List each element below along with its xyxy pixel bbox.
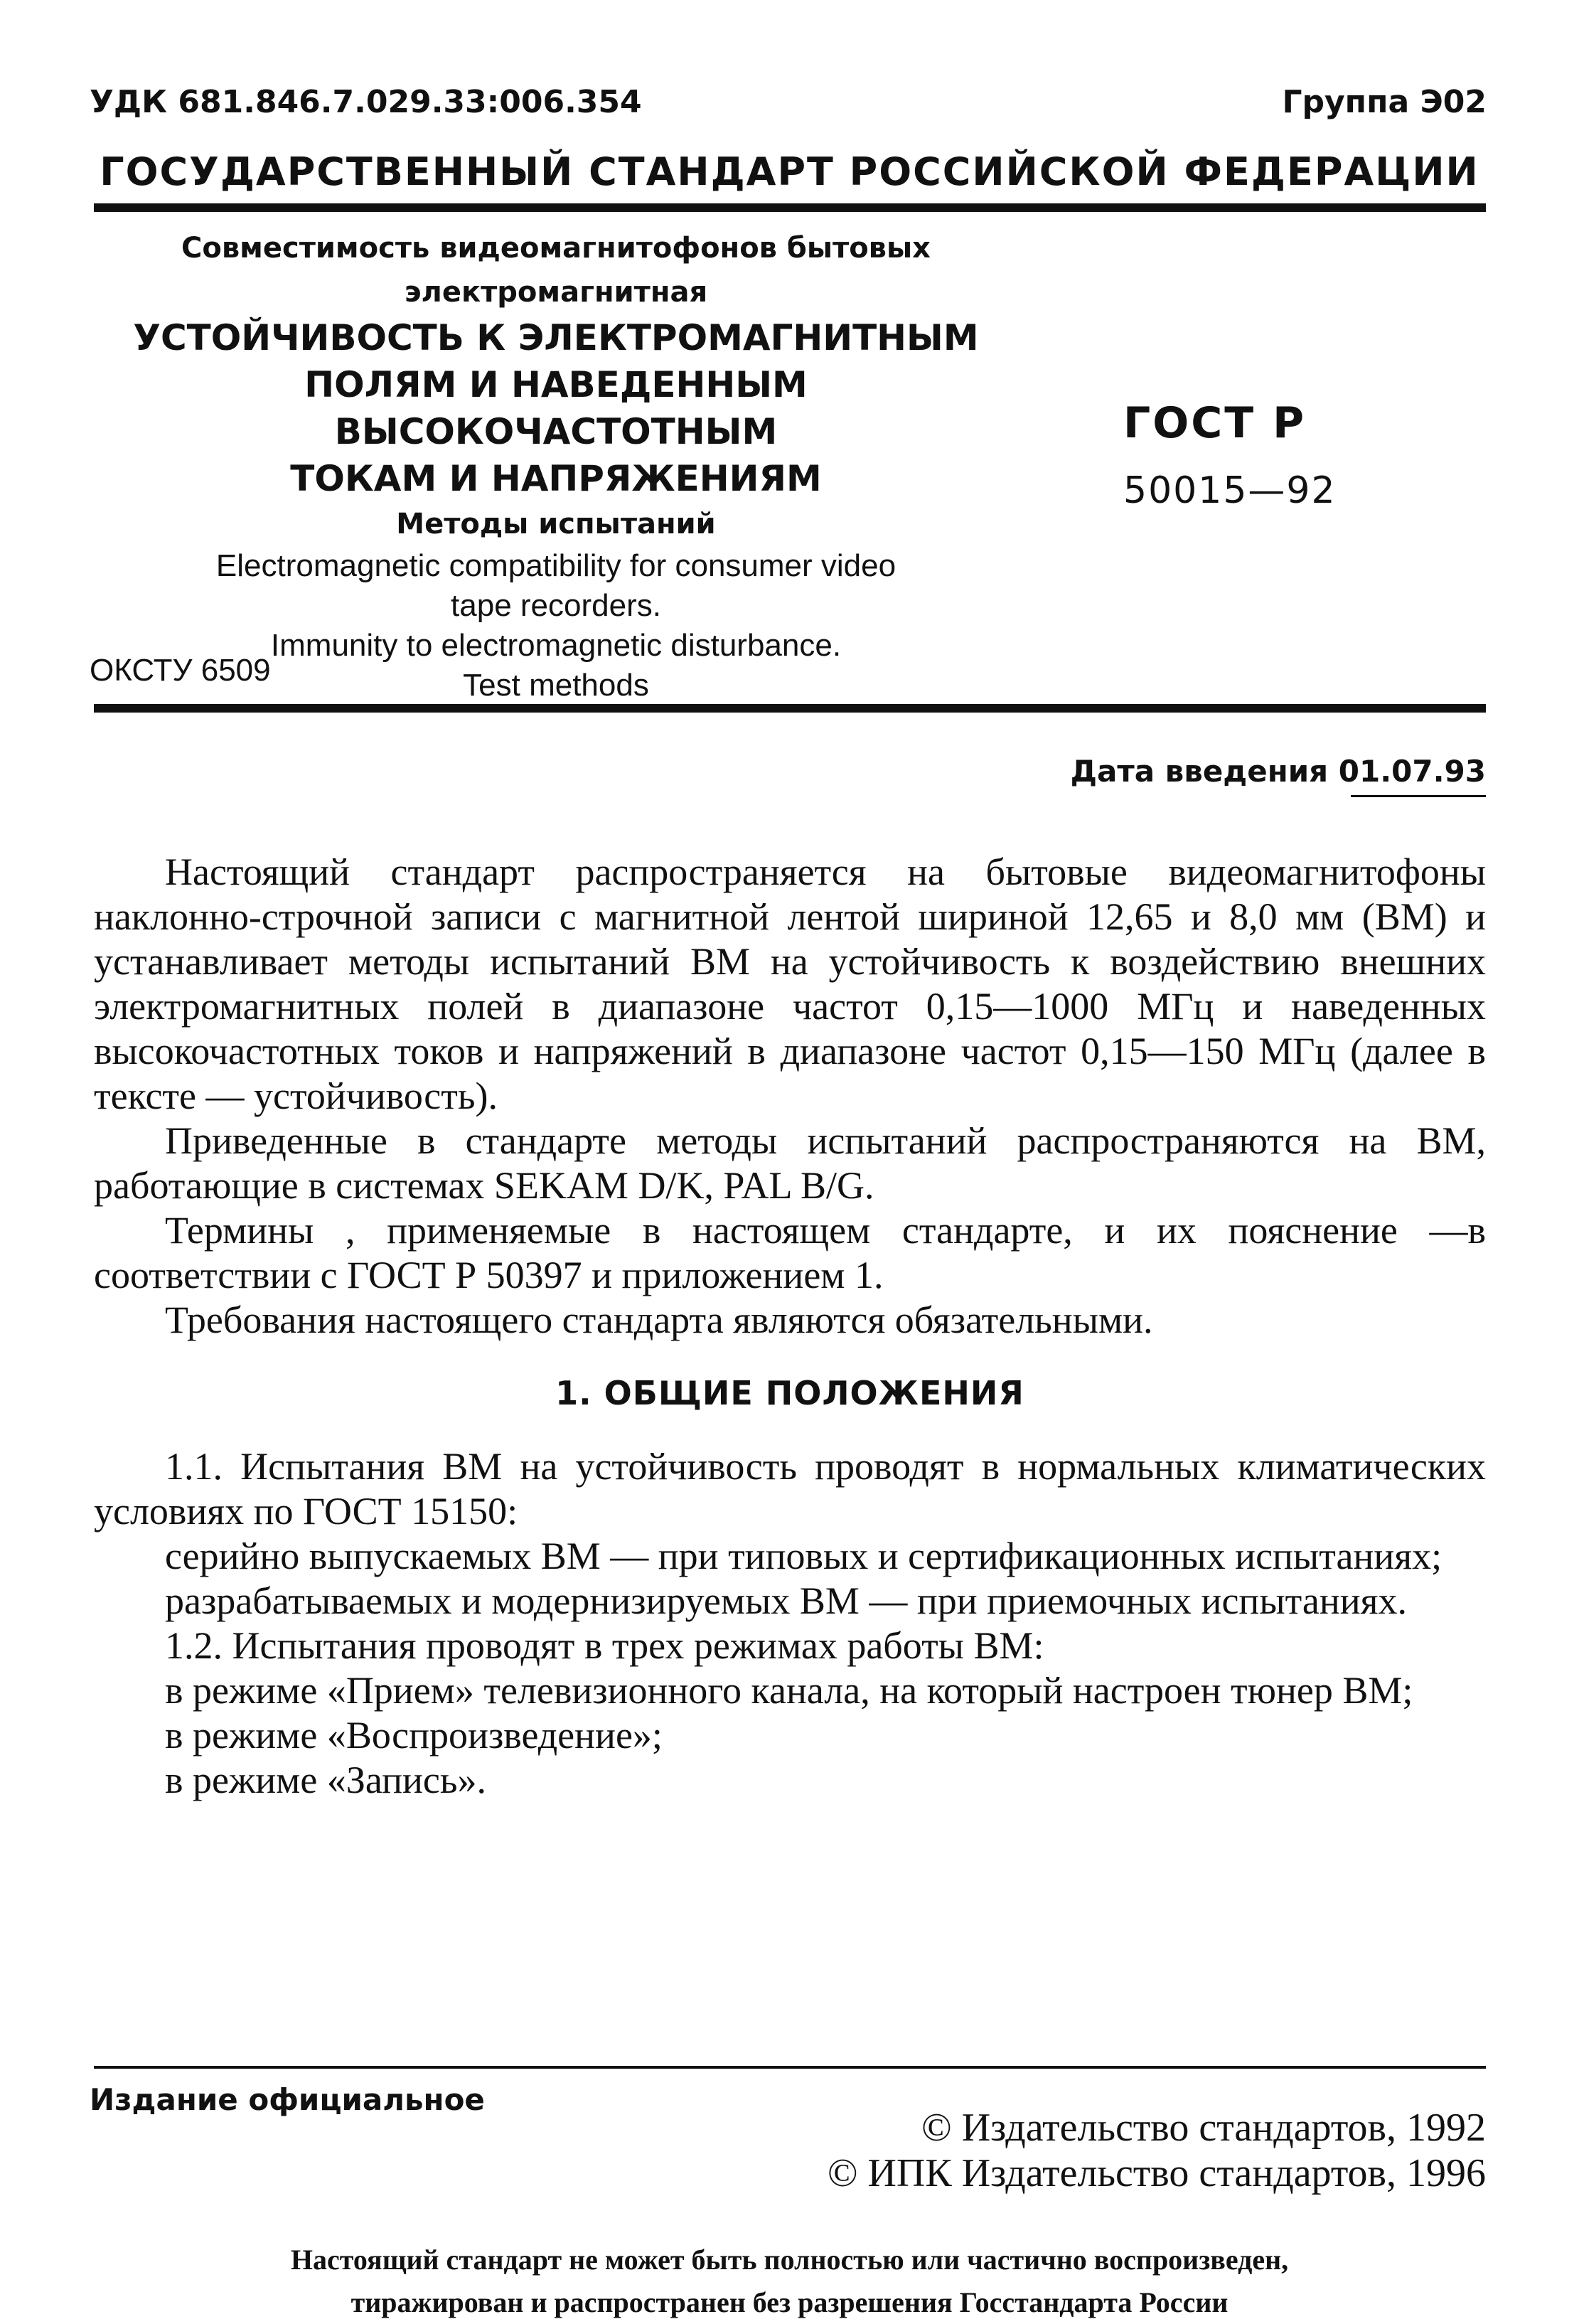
paragraph-1-2: 1.2. Испытания проводят в трех режимах работы ВМ: — [165, 1624, 1044, 1667]
title-methods: Методы испытаний — [396, 508, 716, 540]
copyright-1996: © ИПК Издательство стандартов, 1996 — [827, 2151, 1486, 2195]
copyright-block — [828, 2105, 1486, 2196]
gost-number: 50015—92 — [1123, 469, 1337, 512]
title-en-line2: tape recorders. — [451, 588, 661, 623]
title-main-line2: ПОЛЯМ И НАВЕДЕННЫМ ВЫСОКОЧАСТОТНЫМ — [304, 364, 808, 452]
title-en-line4: Test methods — [463, 668, 649, 703]
section-title: 1. ОБЩИЕ ПОЛОЖЕНИЯ — [555, 1374, 1024, 1412]
title-main-line1: УСТОЙЧИВОСТЬ К ЭЛЕКТРОМАГНИТНЫМ — [133, 317, 979, 358]
paragraph-developed: разрабатываемых и модернизируемых ВМ — при приемочных испытаниях. — [165, 1579, 1407, 1622]
title-en-line1: Electromagnetic compatibility for consumer video — [215, 548, 896, 583]
title-en-line3: Immunity to electromagnetic disturbance. — [270, 628, 842, 663]
title-sub-line2: электромагнитная — [404, 276, 708, 309]
paragraph-systems: Приведенные в стандарте методы испытаний распространяются на ВМ, работающие в системах SEKAM D/K, PAL B/G. — [94, 1119, 1486, 1207]
copyright-1992: © Издательство стандартов, 1992 — [921, 2106, 1486, 2150]
paragraph-terms: Термины , применяемые в настоящем стандарте, и их пояснение —в соответствии с ГОСТ Р 50397 и приложением 1. — [94, 1209, 1486, 1296]
group-code: Группа Э02 — [1282, 84, 1487, 120]
paragraph-serial: серийно выпускаемых ВМ — при типовых и сертификационных испытаниях; — [165, 1535, 1442, 1577]
okstu-code: ОКСТУ 6509 — [90, 653, 271, 688]
introduction-date: Дата введения 01.07.93 — [1070, 754, 1486, 789]
mode-receive: в режиме «Прием» телевизионного канала, на который настроен тюнер ВМ; — [165, 1669, 1413, 1712]
body-text — [94, 850, 1486, 1803]
title-rule — [94, 704, 1486, 713]
footer-rule — [94, 2066, 1486, 2069]
notice-line1: Настоящий стандарт не может быть полностью или частично воспроизведен, — [290, 2244, 1289, 2276]
notice-line2: тиражирован и распространен без разрешения Госстандарта России — [350, 2286, 1229, 2318]
gost-label: ГОСТ Р — [1123, 398, 1307, 448]
title-main-line3: ТОКАМ И НАПРЯЖЕНИЯМ — [290, 458, 822, 499]
title-sub-line1: Совместимость видеомагнитофонов бытовых — [181, 232, 931, 265]
paragraph-1-1: 1.1. Испытания ВМ на устойчивость проводят в нормальных климатических условиях по ГОСТ 15150: — [94, 1445, 1486, 1533]
mode-record: в режиме «Запись». — [165, 1759, 487, 1801]
paragraph-scope: Настоящий стандарт распространяется на бытовые видеомагнитофоны наклонно-строчной записи с магнитной лентой шириной 12,65 и 8,0 мм (ВМ) и устанавливает методы испытаний ВМ на устойчивость к воздействию внешних электромагнитных полей в диапазоне частот 0,15—1000 МГц и наведенных высокочастотных токов и напряжений в диапазоне частот 0,15—150 МГц (далее в тексте — устойчивость). — [94, 851, 1486, 1117]
udk-code: УДК 681.846.7.029.33:006.354 — [90, 84, 642, 120]
reproduction-notice — [0, 2239, 1579, 2324]
mode-playback: в режиме «Воспроизведение»; — [165, 1714, 663, 1757]
paragraph-mandatory: Требования настоящего стандарта являются обязательными. — [165, 1299, 1153, 1341]
state-standard-heading: ГОСУДАРСТВЕННЫЙ СТАНДАРТ РОССИЙСКОЙ ФЕДЕРАЦИИ — [100, 149, 1479, 194]
header-rule — [94, 203, 1486, 212]
title-block — [94, 226, 1018, 705]
edition-label: Издание официальное — [90, 2082, 485, 2117]
date-underline — [1351, 795, 1486, 797]
